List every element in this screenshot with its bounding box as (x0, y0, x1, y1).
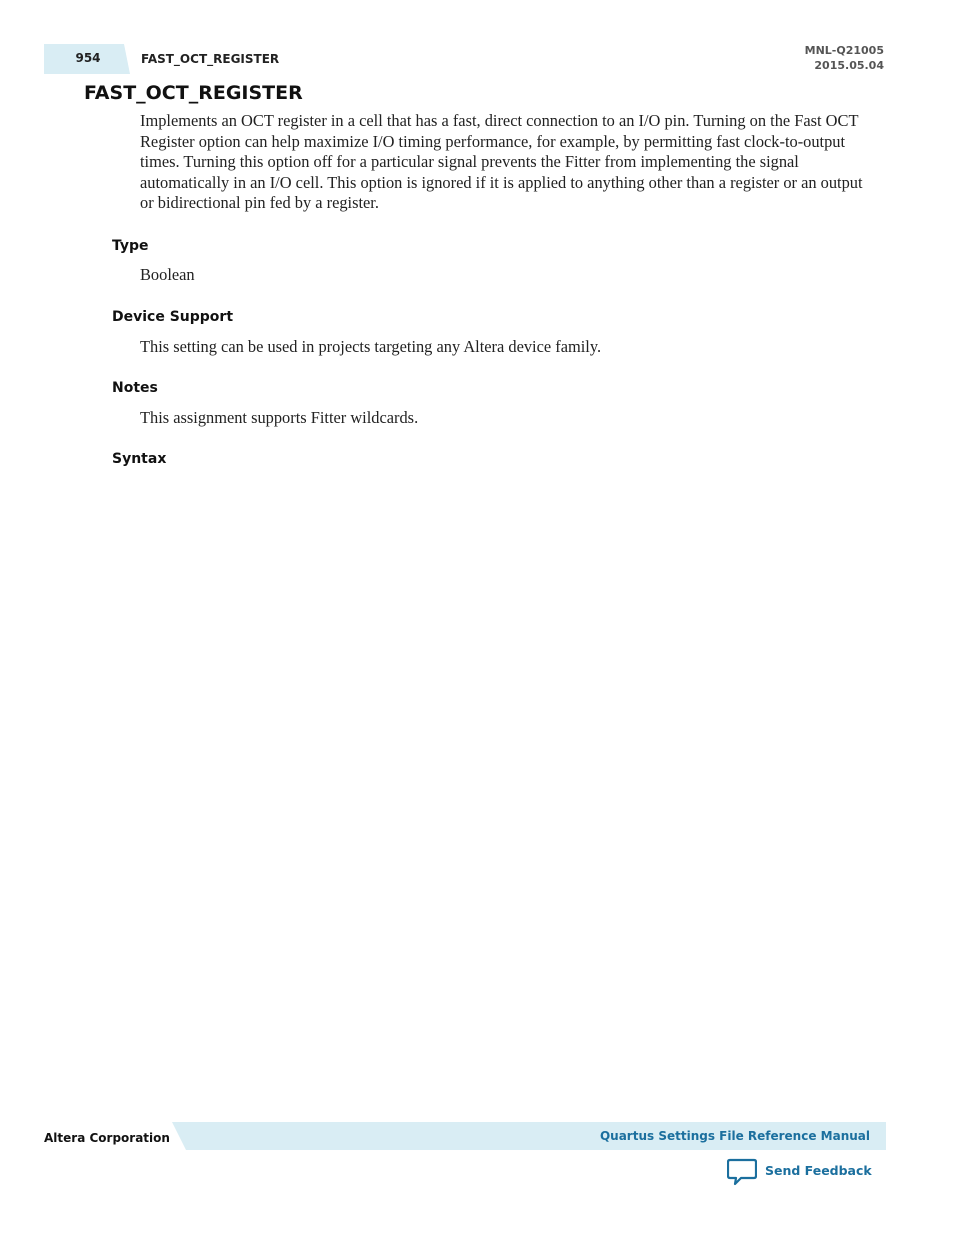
header-section-title: FAST_OCT_REGISTER (141, 52, 280, 66)
description-paragraph: Implements an OCT register in a cell that has a fast, direct connection to an I/O pin. Turning on the Fast OCT Register option can help maximize I/O timing performance, for example, by permitting fast clock-to-output times. Turning this option off for a particular signal prevents the Fitter from implementing the signal automatically in an I/O cell. This option is ignored if it is applied to anything other than a register or an output or bidirectional pin fed by a register. (140, 111, 863, 212)
section-body-device-support: This setting can be used in projects targeting any Altera device family. (140, 337, 602, 356)
section-heading-syntax: Syntax (112, 451, 167, 467)
doc-id: MNL-Q21005 (804, 44, 884, 57)
corporation-name: Altera Corporation (44, 1131, 170, 1145)
section-heading-type: Type (112, 238, 149, 254)
page-number: 954 (75, 51, 101, 65)
section-body-notes: This assignment supports Fitter wildcards. (140, 408, 419, 427)
send-feedback-link[interactable] (727, 1158, 872, 1186)
doc-date: 2015.05.04 (814, 59, 884, 72)
section-body-type: Boolean (140, 265, 195, 284)
send-feedback-label: Send Feedback (765, 1162, 872, 1178)
manual-title-link[interactable]: Quartus Settings File Reference Manual (599, 1129, 870, 1143)
speech-bubble-icon (727, 1158, 757, 1186)
doc-identifier (805, 43, 884, 73)
page-title: FAST_OCT_REGISTER (84, 82, 303, 104)
section-heading-notes: Notes (112, 380, 158, 396)
section-heading-device-support: Device Support (112, 309, 234, 325)
